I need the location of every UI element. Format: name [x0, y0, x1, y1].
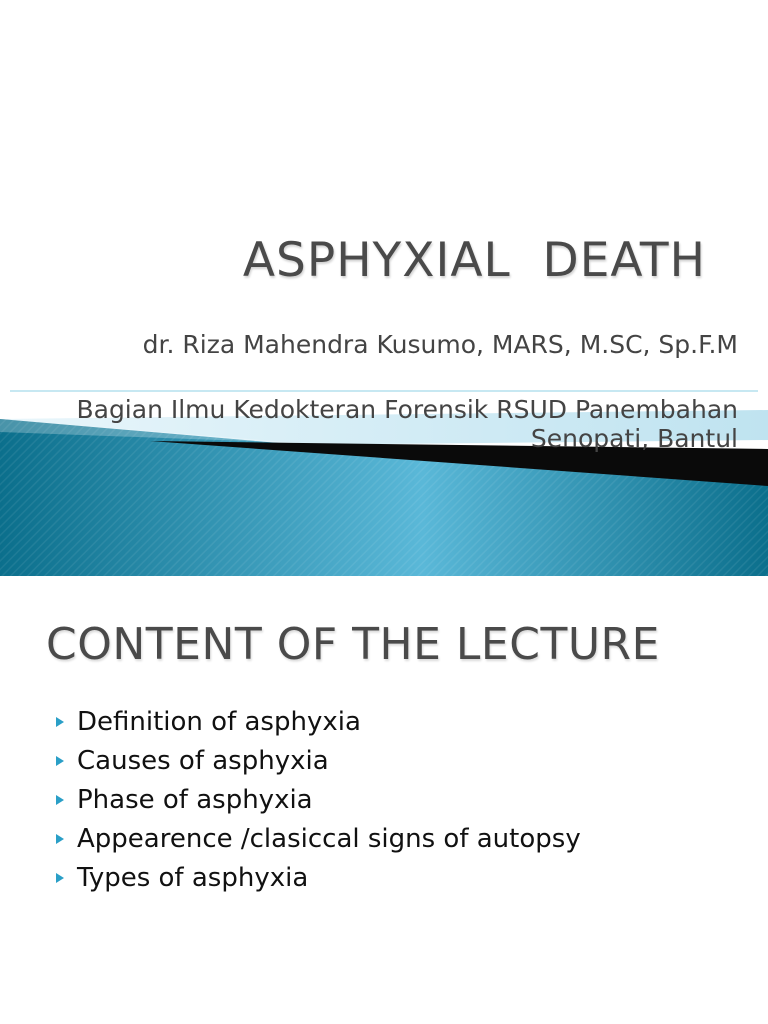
list-item: Definition of asphyxia — [56, 703, 581, 742]
author-affiliation: Bagian Ilmu Kedokteran Forensik RSUD Panembahan Senopati, Bantul — [76, 395, 738, 453]
slide-title: CONTENT OF THE LECTURE — [46, 619, 660, 670]
list-item: Causes of asphyxia — [56, 742, 581, 781]
bullet-arrow-icon — [56, 756, 64, 766]
list-item: Appearence /clasiccal signs of autopsy — [56, 820, 581, 859]
bullet-arrow-icon — [56, 834, 64, 844]
bullet-arrow-icon — [56, 717, 64, 727]
bullet-arrow-icon — [56, 873, 64, 883]
bullet-list — [56, 703, 581, 898]
list-item: Phase of asphyxia — [56, 781, 581, 820]
bullet-arrow-icon — [56, 795, 64, 805]
list-item: Types of asphyxia — [56, 859, 581, 898]
content-slide — [0, 576, 768, 1024]
author-name: dr. Riza Mahendra Kusumo, MARS, M.SC, Sp.F.M — [142, 330, 738, 359]
slide-title: ASPHYXIAL DEATH — [242, 233, 706, 288]
